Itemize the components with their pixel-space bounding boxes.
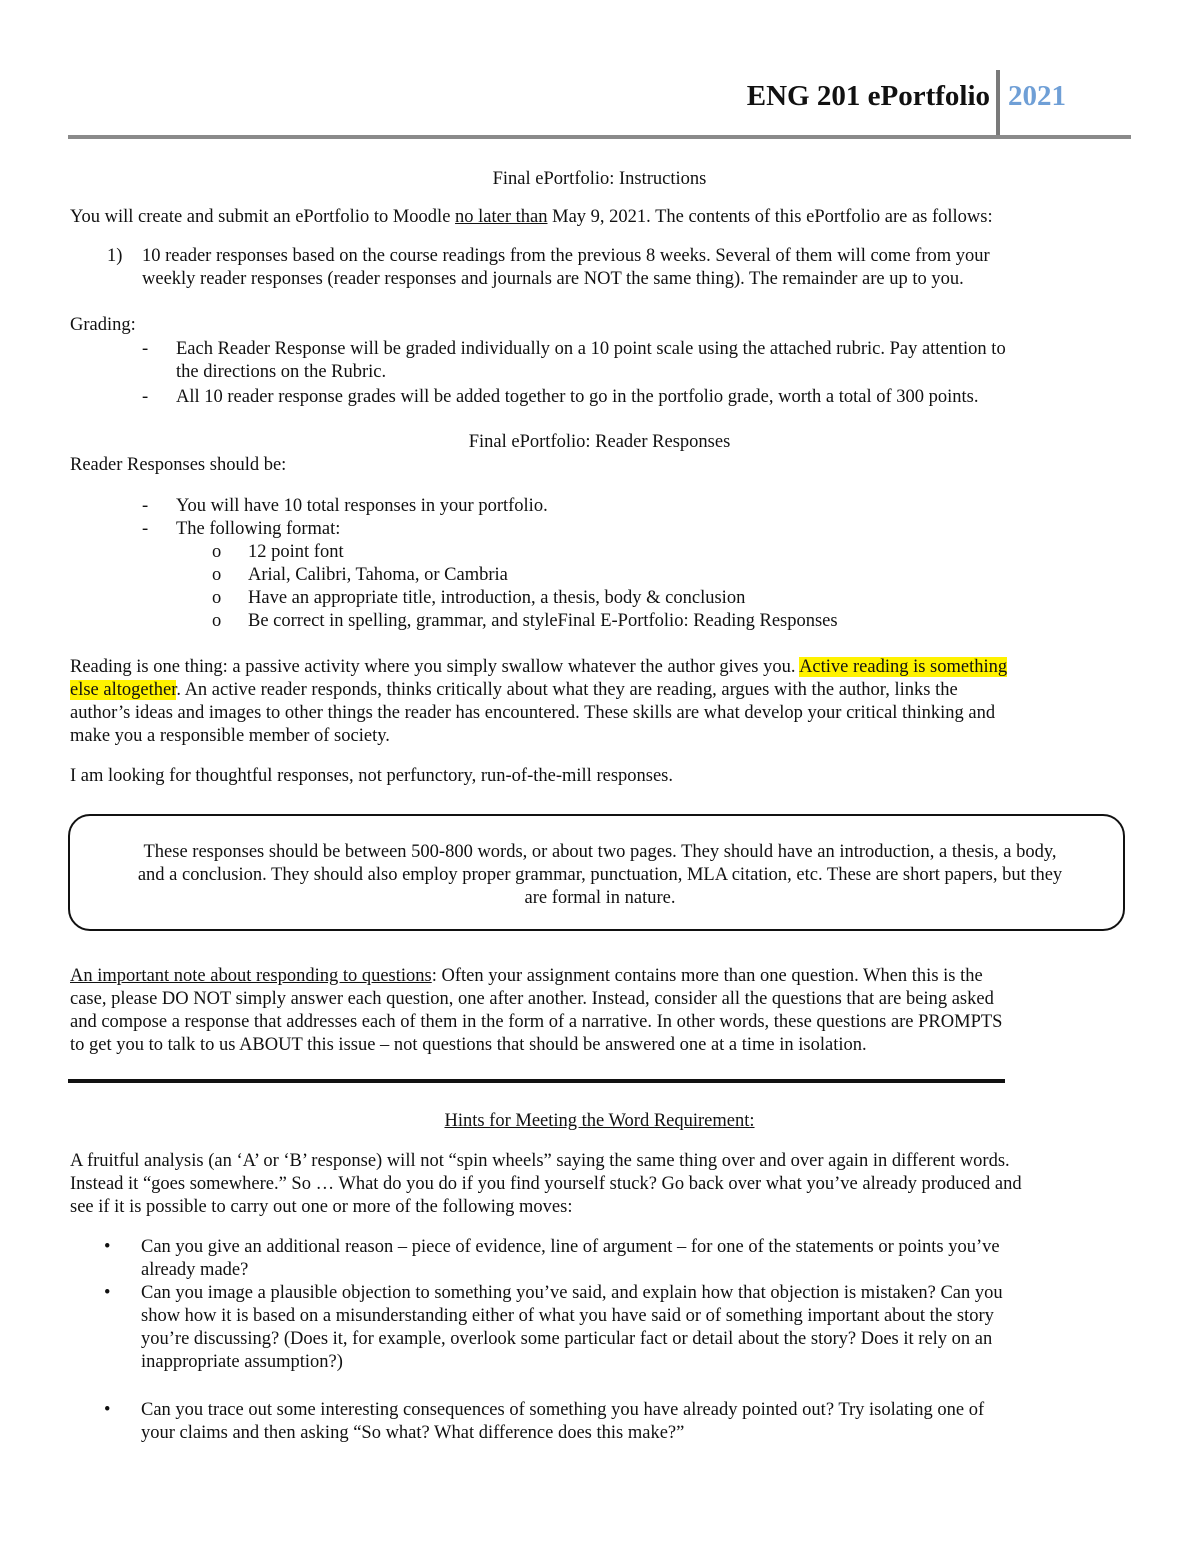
paragraph-line: case, please DO NOT simply answer each question, one after another. Instead, consider all the questions that are being asked	[70, 989, 994, 1009]
document-year: 2021	[1008, 80, 1066, 112]
paragraph-line: author’s ideas and images to other things the reader has encountered. These skills are what develop your critical thinking and	[70, 703, 996, 723]
list-marker: 1)	[107, 246, 123, 266]
list-item-continued: weekly reader responses (reader responses and journals are NOT the same thing). The remainder are up to you.	[142, 269, 964, 289]
circle-bullet: o	[212, 611, 222, 631]
hint-item-continued: already made?	[141, 1260, 249, 1280]
highlighted-text: else altogether	[70, 680, 177, 700]
paragraph-line: I am looking for thoughtful responses, not perfunctory, run-of-the-mill responses.	[70, 766, 674, 786]
grading-item: Each Reader Response will be graded individually on a 10 point scale using the attached rubric. Pay attention to	[176, 339, 1006, 359]
hint-item-continued: show how it is based on a misunderstanding either of what you have said or of something important about the story	[141, 1306, 994, 1326]
list-item: 10 reader responses based on the course readings from the previous 8 weeks. Several of them will come from your	[142, 246, 990, 266]
important-note-label: An important note about responding to questions	[70, 966, 432, 986]
paragraph-line: make you a responsible member of society.	[70, 726, 390, 746]
paragraph-line: else altogether. An active reader responds, thinks critically about what they are reading, argues with the author, links the	[70, 680, 958, 700]
grading-item: All 10 reader response grades will be added together to go in the portfolio grade, worth a total of 300 points.	[176, 387, 979, 407]
paragraph-line: to get you to talk to us ABOUT this issue – not questions that should be answered one at a time in isolation.	[70, 1035, 867, 1055]
dash-marker: -	[142, 387, 149, 407]
grading-item-continued: the directions on the Rubric.	[176, 362, 387, 382]
highlighted-text: Active reading is something	[799, 657, 1008, 677]
instructions-heading: Final ePortfolio: Instructions	[492, 169, 707, 189]
dash-marker: -	[142, 496, 149, 516]
hint-item-continued: your claims and then asking “So what? What difference does this make?”	[141, 1423, 685, 1443]
paragraph-line: Reading is one thing: a passive activity where you simply swallow whatever the author gives you. Active reading is something	[70, 657, 1008, 677]
paragraph-line: A fruitful analysis (an ‘A’ or ‘B’ response) will not “spin wheels” saying the same thing over and over again in different words.	[70, 1151, 1010, 1171]
instructions-intro: You will create and submit an ePortfolio to Moodle no later than May 9, 2021. The contents of this ePortfolio are as follows:	[70, 207, 993, 227]
format-item: Have an appropriate title, introduction, a thesis, body & conclusion	[248, 588, 746, 608]
bullet-icon: •	[104, 1283, 111, 1303]
grading-label: Grading:	[70, 315, 136, 335]
section-divider	[68, 1079, 1005, 1083]
hint-item-continued: you’re discussing? (Does it, for example, overlook some particular fact or detail about the story? Does it rely on an	[141, 1329, 993, 1349]
header-divider	[996, 70, 1000, 136]
reader-responses-intro: Reader Responses should be:	[70, 455, 287, 475]
deadline-emphasis: no later than	[455, 207, 548, 227]
circle-bullet: o	[212, 565, 222, 585]
response-requirement: You will have 10 total responses in your portfolio.	[176, 496, 548, 516]
format-item: Arial, Calibri, Tahoma, or Cambria	[248, 565, 508, 585]
reader-responses-heading: Final ePortfolio: Reader Responses	[468, 432, 731, 452]
hint-item: Can you give an additional reason – piece of evidence, line of argument – for one of the statements or points you’ve	[141, 1237, 1000, 1257]
format-item: Be correct in spelling, grammar, and styleFinal E-Portfolio: Reading Responses	[248, 611, 838, 631]
format-item: 12 point font	[248, 542, 344, 562]
hint-item-continued: inappropriate assumption?)	[141, 1352, 343, 1372]
bullet-icon: •	[104, 1237, 111, 1257]
callout-text: These responses should be between 500-800 words, or about two pages. They should have an introduction, a thesis, a body, and a conclusion. They should also employ proper grammar, punctuation, MLA citation, etc. These are short papers, but they are formal in nature.	[137, 842, 1063, 908]
bullet-icon: •	[104, 1400, 111, 1420]
hints-heading: Hints for Meeting the Word Requirement:	[444, 1111, 755, 1131]
paragraph-line: and compose a response that addresses each of them in the form of a narrative. In other words, these questions are PROMPTS	[70, 1012, 1003, 1032]
response-requirement: The following format:	[176, 519, 341, 539]
paragraph-line: Instead it “goes somewhere.” So … What do you do if you find yourself stuck? Go back over what you’ve already produced and	[70, 1174, 1022, 1194]
hint-item: Can you trace out some interesting consequences of something you have already pointed out? Try isolating one of	[141, 1400, 985, 1420]
dash-marker: -	[142, 519, 149, 539]
dash-marker: -	[142, 339, 149, 359]
circle-bullet: o	[212, 542, 222, 562]
header-rule	[68, 135, 1131, 139]
hint-item: Can you image a plausible objection to something you’ve said, and explain how that objection is mistaken? Can you	[141, 1283, 1003, 1303]
paragraph-line: An important note about responding to questions: Often your assignment contains more than one question. When this is the	[70, 966, 983, 986]
document-title: ENG 201 ePortfolio	[746, 80, 990, 112]
paragraph-line: see if it is possible to carry out one or more of the following moves:	[70, 1197, 573, 1217]
circle-bullet: o	[212, 588, 222, 608]
